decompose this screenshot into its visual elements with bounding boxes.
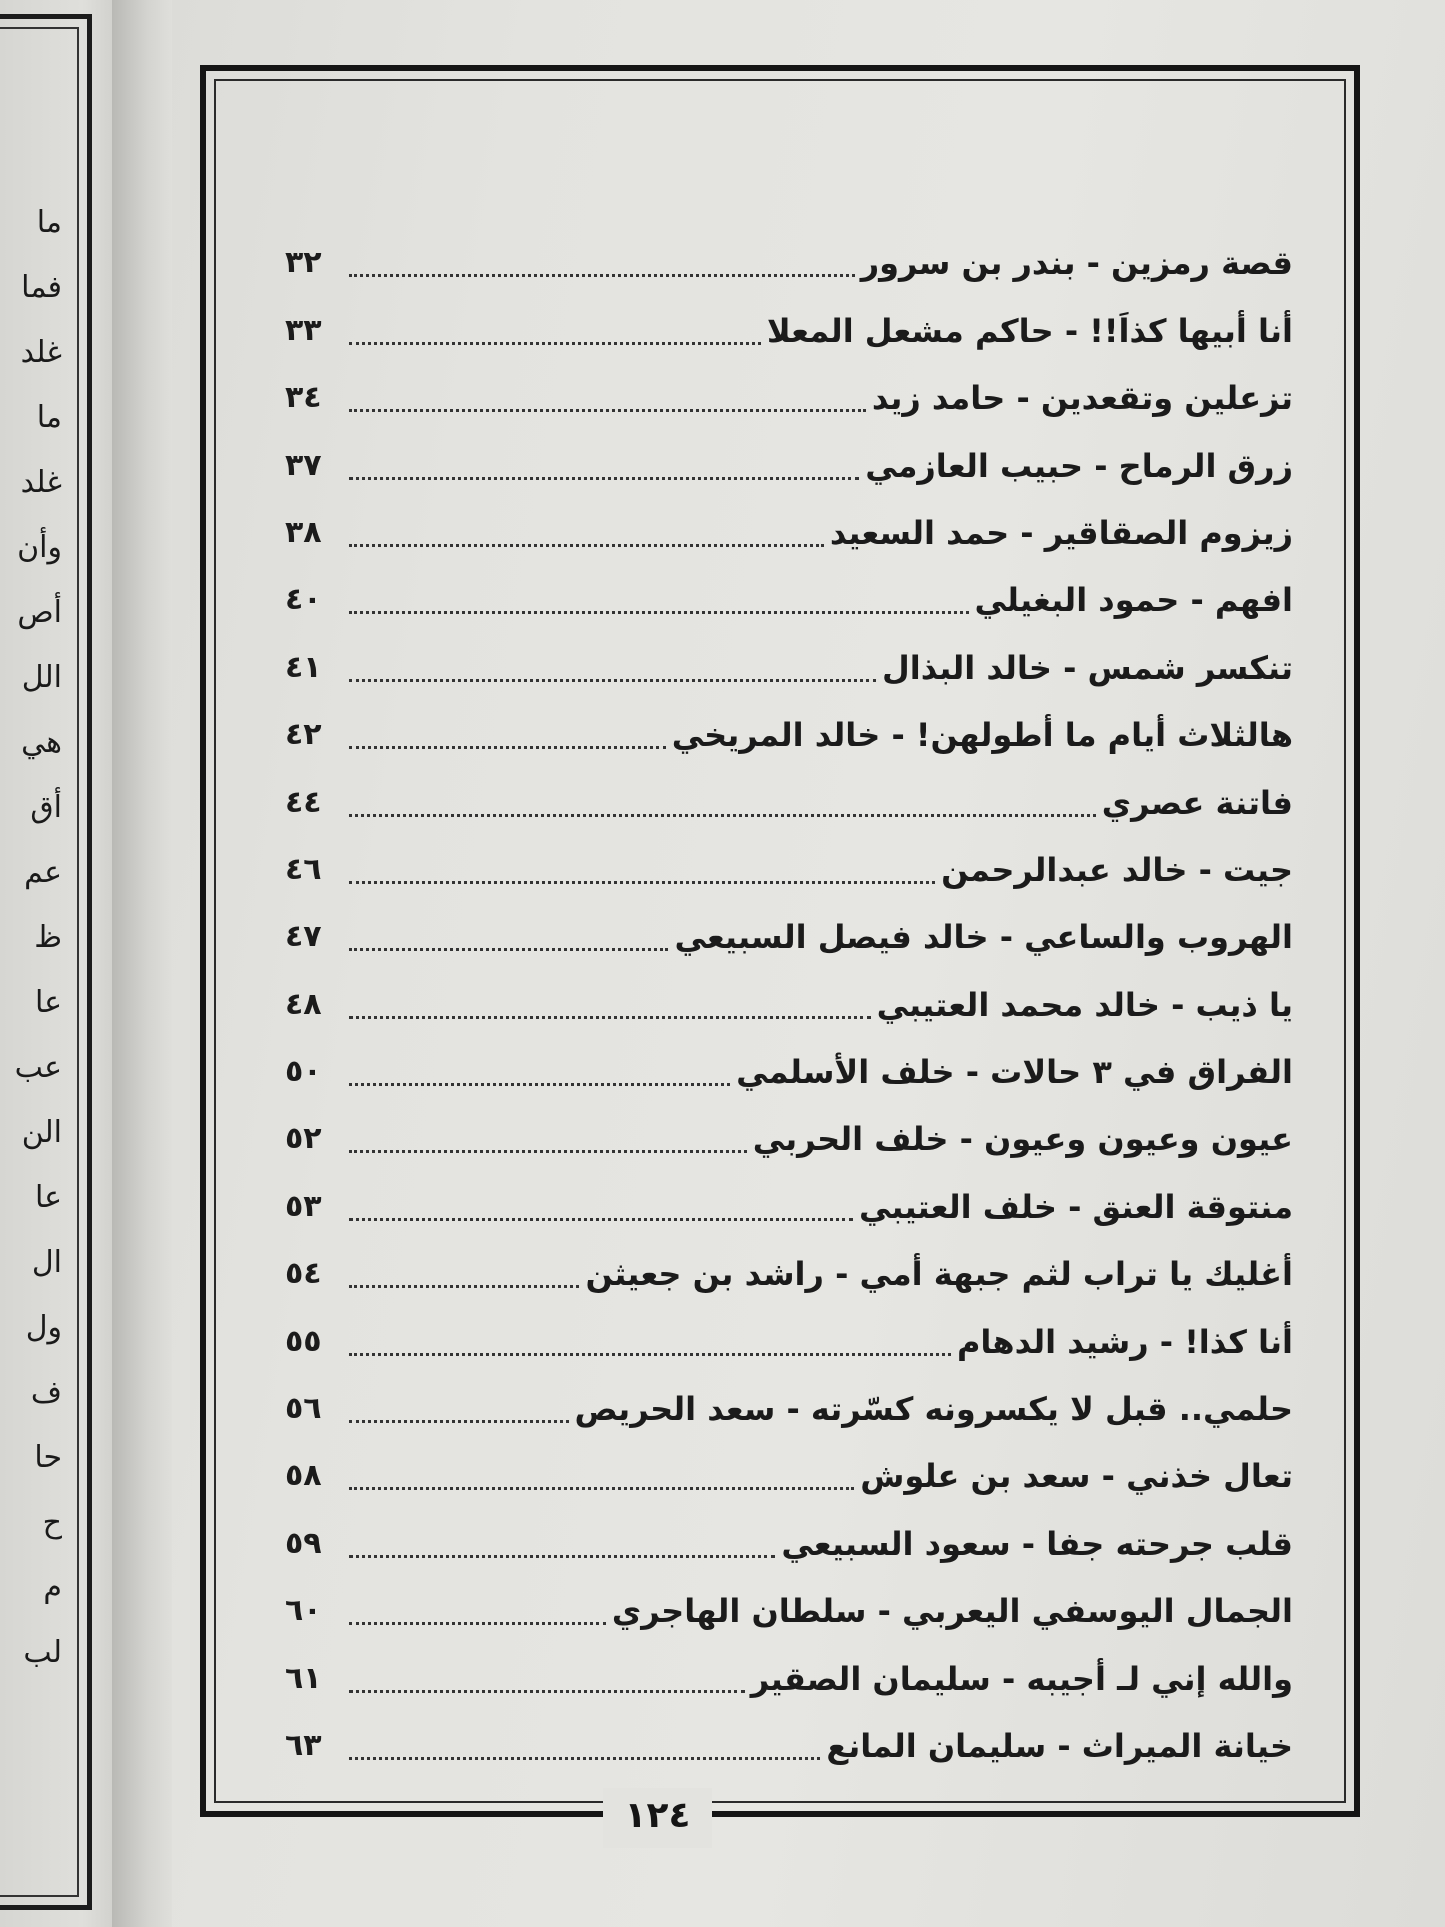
left-page-fragment: لب xyxy=(23,1635,62,1670)
toc-leader-dots xyxy=(349,678,876,682)
toc-leader-dots xyxy=(349,745,666,749)
toc-entry-title: تزعلين وتقعدين - حامد زيد xyxy=(871,379,1293,418)
toc-leader-dots xyxy=(349,880,935,884)
book-gutter xyxy=(112,0,172,1927)
toc-entry-page: ٥٥ xyxy=(285,1323,322,1359)
toc-leader-dots xyxy=(349,408,866,412)
toc-entry xyxy=(285,295,1293,362)
left-page-fragment: الل xyxy=(21,660,62,695)
toc-entry-page: ٣٧ xyxy=(285,447,322,483)
left-page-fragment: ظ xyxy=(34,920,62,955)
left-page-fragment: عم xyxy=(24,855,62,890)
left-page-fragment: فما xyxy=(21,270,62,305)
toc-entry-title: هالثلاث أيام ما أطولهن! - خالد المريخي xyxy=(671,716,1293,755)
toc-entry-title: جيت - خالد عبدالرحمن xyxy=(941,850,1293,889)
toc-leader-dots xyxy=(349,813,1096,817)
toc-entry-title: افهم - حمود البغيلي xyxy=(974,581,1293,620)
toc-entry xyxy=(285,1441,1293,1508)
left-page-fragment: غلد xyxy=(20,335,62,370)
toc-entry xyxy=(285,1508,1293,1575)
toc-entry-page: ٥٣ xyxy=(285,1188,322,1224)
toc-entry xyxy=(285,1643,1293,1710)
toc-entry-title: يا ذيب - خالد محمد العتيبي xyxy=(876,985,1293,1024)
left-page-fragment: ح xyxy=(42,1505,62,1540)
toc-leader-dots xyxy=(349,1419,569,1423)
toc-entry xyxy=(285,430,1293,497)
toc-entry xyxy=(285,1104,1293,1171)
toc-entry xyxy=(285,1239,1293,1306)
toc-entry-page: ٣٤ xyxy=(285,380,322,416)
left-page-fragment: ف xyxy=(30,1375,62,1410)
toc-entry-page: ٣٣ xyxy=(285,312,322,348)
toc-leader-dots xyxy=(349,610,969,614)
toc-entry-page: ٤١ xyxy=(285,649,322,685)
toc-entry xyxy=(285,1374,1293,1441)
toc-leader-dots xyxy=(349,476,859,480)
toc-entry-title: الجمال اليوسفي اليعربي - سلطان الهاجري xyxy=(611,1592,1293,1631)
toc-leader-dots xyxy=(349,1756,820,1760)
left-page-fragment: ول xyxy=(25,1310,62,1345)
left-page-fragment: ما xyxy=(36,400,62,435)
left-page-fragment: ال xyxy=(31,1245,62,1280)
toc-entry-title: والله إني لـ أجيبه - سليمان الصقير xyxy=(750,1659,1293,1698)
toc-entry xyxy=(285,1037,1293,1104)
toc-entry xyxy=(285,632,1293,699)
toc-entry-title: تنكسر شمس - خالد البذال xyxy=(882,648,1293,687)
toc-entry-title: الهروب والساعي - خالد فيصل السبيعي xyxy=(674,918,1293,957)
toc-entry-title: عيون وعيون وعيون - خلف الحربي xyxy=(752,1120,1293,1159)
toc-leader-dots xyxy=(349,341,761,345)
table-of-contents xyxy=(285,228,1293,1778)
left-page-fragment: أص xyxy=(17,595,62,630)
toc-leader-dots xyxy=(349,1217,853,1221)
toc-entry xyxy=(285,1306,1293,1373)
left-page-fragment: حا xyxy=(34,1440,62,1475)
toc-entry-title: زيزوم الصقاقير - حمد السعيد xyxy=(829,513,1293,552)
page-number: ١٢٤ xyxy=(603,1788,713,1848)
left-page-fragment: عا xyxy=(34,985,62,1020)
toc-entry xyxy=(285,767,1293,834)
toc-entry xyxy=(285,498,1293,565)
toc-leader-dots xyxy=(349,947,668,951)
left-page-fragment: الن xyxy=(21,1115,62,1150)
toc-entry-title: قصة رمزين - بندر بن سرور xyxy=(860,244,1293,283)
left-page-fragment: عا xyxy=(34,1180,62,1215)
toc-entry-page: ٦٠ xyxy=(285,1593,322,1629)
toc-entry-page: ٦١ xyxy=(285,1660,322,1696)
toc-entry xyxy=(285,228,1293,295)
toc-leader-dots xyxy=(349,1486,854,1490)
left-page-fragment: م xyxy=(43,1570,62,1605)
toc-entry-title: الفراق في ٣ حالات - خلف الأسلمي xyxy=(736,1053,1293,1092)
toc-entry-page: ٥٠ xyxy=(285,1054,322,1090)
toc-entry-page: ٥٤ xyxy=(285,1256,322,1292)
left-page-fragment: غلد xyxy=(20,465,62,500)
toc-leader-dots xyxy=(349,1149,747,1153)
toc-entry-page: ٤٠ xyxy=(285,582,322,618)
left-page xyxy=(0,0,118,1927)
toc-entry-page: ٤٦ xyxy=(285,851,322,887)
left-page-fragment: ما xyxy=(36,205,62,240)
toc-entry-title: تعال خذني - سعد بن علوش xyxy=(860,1457,1293,1496)
toc-leader-dots xyxy=(349,1689,745,1693)
toc-entry-page: ٤٢ xyxy=(285,717,322,753)
toc-entry-page: ٤٤ xyxy=(285,784,322,820)
toc-entry-title: قلب جرحته جفا - سعود السبيعي xyxy=(781,1524,1293,1563)
toc-leader-dots xyxy=(349,1082,730,1086)
toc-entry-title: حلمي.. قبل لا يكسرونه كسّرته - سعد الحريص xyxy=(574,1390,1293,1429)
left-page-fragment: هي xyxy=(21,725,62,760)
left-page-fragment: وأن xyxy=(17,530,62,565)
toc-entry-page: ٥٩ xyxy=(285,1525,322,1561)
toc-leader-dots xyxy=(349,1352,951,1356)
toc-entry-title: أنا كذا! - رشيد الدهام xyxy=(956,1322,1293,1361)
toc-leader-dots xyxy=(349,1554,775,1558)
toc-entry-page: ٥٢ xyxy=(285,1121,322,1157)
toc-entry-title: زرق الرماح - حبيب العازمي xyxy=(865,446,1293,485)
toc-entry xyxy=(285,700,1293,767)
toc-entry-title: أغليك يا تراب لثم جبهة أمي - راشد بن جعيثن xyxy=(585,1255,1293,1294)
toc-entry-title: أنا أبيها كذاَ!! - حاكم مشعل المعلا xyxy=(766,311,1293,350)
toc-entry-title: فاتنة عصري xyxy=(1101,783,1293,822)
toc-entry xyxy=(285,902,1293,969)
toc-leader-dots xyxy=(349,273,855,277)
toc-leader-dots xyxy=(349,1015,871,1019)
toc-entry-page: ٤٧ xyxy=(285,919,322,955)
toc-entry-page: ٦٣ xyxy=(285,1727,322,1763)
left-page-fragment: أق xyxy=(30,790,62,825)
toc-entry xyxy=(285,1576,1293,1643)
toc-entry-page: ٥٨ xyxy=(285,1458,322,1494)
toc-entry xyxy=(285,969,1293,1036)
toc-leader-dots xyxy=(349,1284,579,1288)
toc-entry-page: ٣٨ xyxy=(285,514,322,550)
toc-entry xyxy=(285,565,1293,632)
toc-entry-page: ٣٢ xyxy=(285,245,322,281)
toc-entry-title: خيانة الميراث - سليمان المانع xyxy=(826,1726,1293,1765)
toc-leader-dots xyxy=(349,1621,606,1625)
toc-entry-page: ٥٦ xyxy=(285,1391,322,1427)
toc-entry xyxy=(285,1711,1293,1778)
toc-entry-title: منتوقة العنق - خلف العتيبي xyxy=(859,1187,1293,1226)
toc-entry xyxy=(285,1171,1293,1238)
toc-leader-dots xyxy=(349,543,824,547)
page-footer xyxy=(0,1788,1445,1848)
toc-entry xyxy=(285,835,1293,902)
toc-entry xyxy=(285,363,1293,430)
left-page-fragment: عب xyxy=(14,1050,62,1085)
toc-entry-page: ٤٨ xyxy=(285,986,322,1022)
left-page-text xyxy=(2,190,62,1685)
